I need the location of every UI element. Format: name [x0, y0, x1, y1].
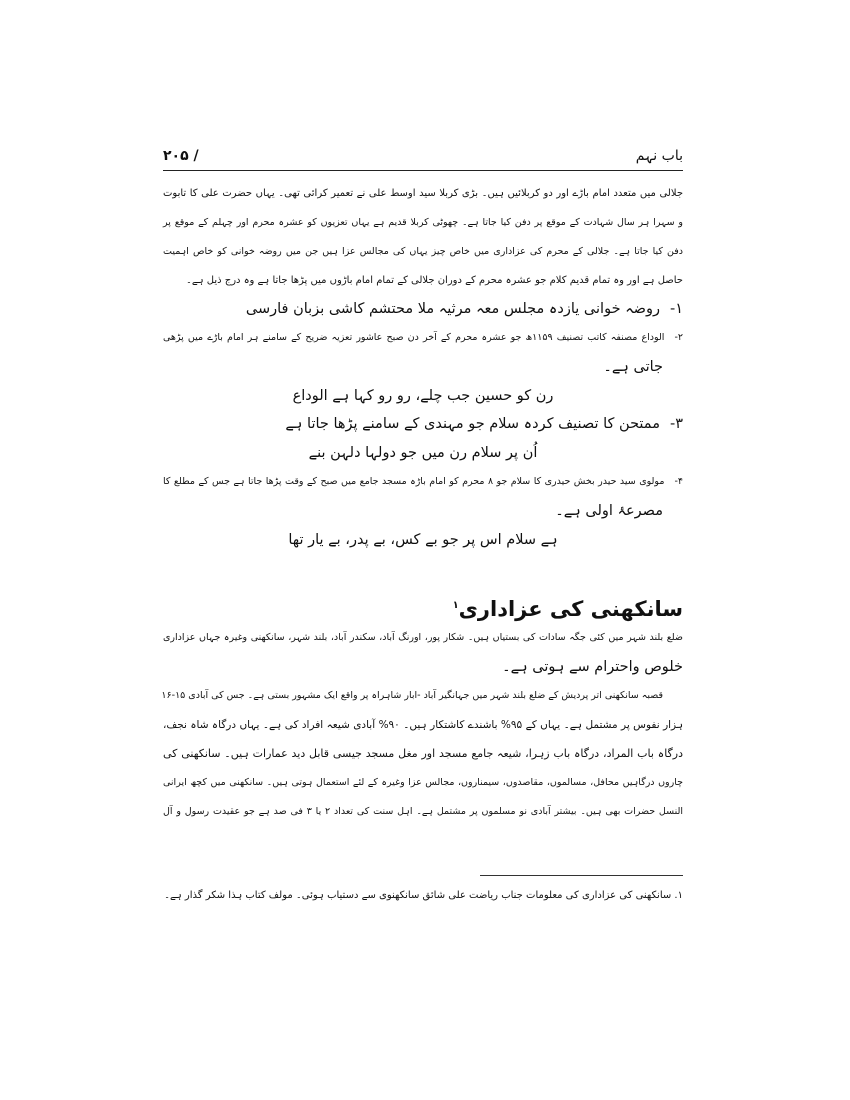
- list-item-4: [163, 472, 683, 492]
- para1-line: حاصل ہے اور وہ تمام قدیم کلام جو عشرہ محرم کے دوران جلالی کے تمام امام باڑوں میں پڑھا جاتا ہے وہ درج ذیل ہے۔: [186, 275, 683, 286]
- list-item-4-cont: مصرعۂ اولی ہے۔: [555, 503, 663, 519]
- chapter-title: باب نہم: [635, 148, 683, 164]
- list-item-text: مولوی سید حیدر بخش حیدری کا سلام جو ۸ محرم کو امام باڑہ مسجد جامع میں صبح کے وقت پڑھا جاتا ہے جس کے مطلع کا: [163, 476, 665, 487]
- para1-line: و سہرا ہر سال شہادت کے موقع پر دفن کیا جاتا ہے۔ چھوٹی کربلا قدیم ہے یہاں تعزیوں کو عشرہ محرم اور چہلم کے موقع پر: [163, 217, 683, 228]
- verse: ہے سلام اس پر جو بے کس، بے پدر، بے یار تھا: [288, 532, 558, 548]
- list-item-text: ممتحن کا تصنیف کردہ سلام جو مہندی کے سامنے پڑھا جاتا ہے: [285, 416, 660, 432]
- header-rule: [163, 170, 683, 171]
- verse: رن کو حسین جب چلے، رو رو کہا ہے الوداع: [292, 388, 554, 404]
- page-number: ۲۰۵ /: [163, 148, 199, 164]
- list-item-number: ۴-: [674, 476, 683, 487]
- para3-line: قصبہ سانکھنی اتر پردیش کے ضلع بلند شہر میں جہانگیر آباد -ابار شاہراہ پر واقع ایک مشہور بستی ہے۔ جس کی آبادی ۱۵-۱۶: [161, 690, 663, 701]
- list-item-number: ۳-: [669, 416, 683, 432]
- para3-line: چاروں درگاہیں محافل، مسالموں، مقاصدوں، سیمناروں، مجالس عزا وغیرہ کے لئے استعمال ہوتی ہیں۔ سانکھنی میں کچھ ایرانی: [163, 777, 683, 788]
- para3-line: النسل حضرات بھی ہیں۔ بیشتر آبادی نو مسلموں پر مشتمل ہے۔ اہل سنت کی تعداد ۲ یا ۳ فی صد ہے جو عقیدت رسول و آل: [163, 806, 683, 817]
- para3-line: ہزار نفوس پر مشتمل ہے۔ یہاں کے ۹۵% باشندے کاشتکار ہیں۔ ۹۰% آبادی شیعہ افراد کی ہے۔ یہاں درگاہ شاہ نجف،: [163, 719, 684, 731]
- para1-line: دفن کیا جاتا ہے۔ جلالی کے محرم کی عزاداری میں خاص چیز یہاں کی مجالس عزا ہیں جن میں روضہ خوانی کو خاص اہمیت: [163, 246, 683, 257]
- para3-line: درگاہ باب المراد، درگاہ باب زہرا، شیعہ جامع مسجد اور مغل مسجد جیسی قابل دید عمارات ہیں۔ سانکھنی کی: [163, 747, 683, 760]
- footnote: ۱. سانکھنی کی عزاداری کی معلومات جناب ریاضت علی شائق سانکھنوی سے دستیاب ہوئی۔ مولف کتاب ہذا شکر گذار ہے۔: [164, 890, 683, 901]
- para2-line: ضلع بلند شہر میں کئی جگہ سادات کی بستیاں ہیں۔ شکار پور، اورنگ آباد، سکندر آباد، بلند شہر، سانکھنی وغیرہ جہاں عزاداری: [163, 632, 683, 643]
- list-item-1: [246, 299, 683, 319]
- list-item-text: الوداع مصنفہ کاتب تصنیف ۱۱۵۹ھ جو عشرہ محرم کے آخر دن صبح عاشور تعزیہ ضریح کے سامنے ہر امام باڑے میں پڑھی: [163, 332, 665, 343]
- list-item-number: ۱-: [669, 301, 683, 317]
- section-heading: [453, 597, 683, 621]
- section-heading-text: سانکھنی کی عزاداری: [458, 597, 683, 621]
- list-item-number: ۲-: [674, 332, 683, 343]
- list-item-text: روضہ خوانی یازدہ مجلس معہ مرثیہ ملا محتشم کاشی بزبان فارسی: [245, 301, 660, 317]
- verse: اُن پر سلام رن میں جو دولہا دلہن بنے: [308, 445, 538, 461]
- footnote-mark: ۱: [452, 600, 459, 611]
- list-item-3: [285, 414, 683, 434]
- para1-line: جلالی میں متعدد امام باڑے اور دو کربلائیں ہیں۔ بڑی کربلا سید اوسط علی نے تعمیر کرائی تھی۔ یہاں حضرت علی کا تابوت: [163, 188, 683, 199]
- list-item-2-cont: جاتی ہے۔: [603, 359, 663, 375]
- page-header: [163, 148, 683, 170]
- footnote-rule: [480, 875, 683, 876]
- list-item-2: [163, 328, 683, 348]
- para2-line: خلوص واحترام سے ہوتی ہے۔: [502, 659, 683, 675]
